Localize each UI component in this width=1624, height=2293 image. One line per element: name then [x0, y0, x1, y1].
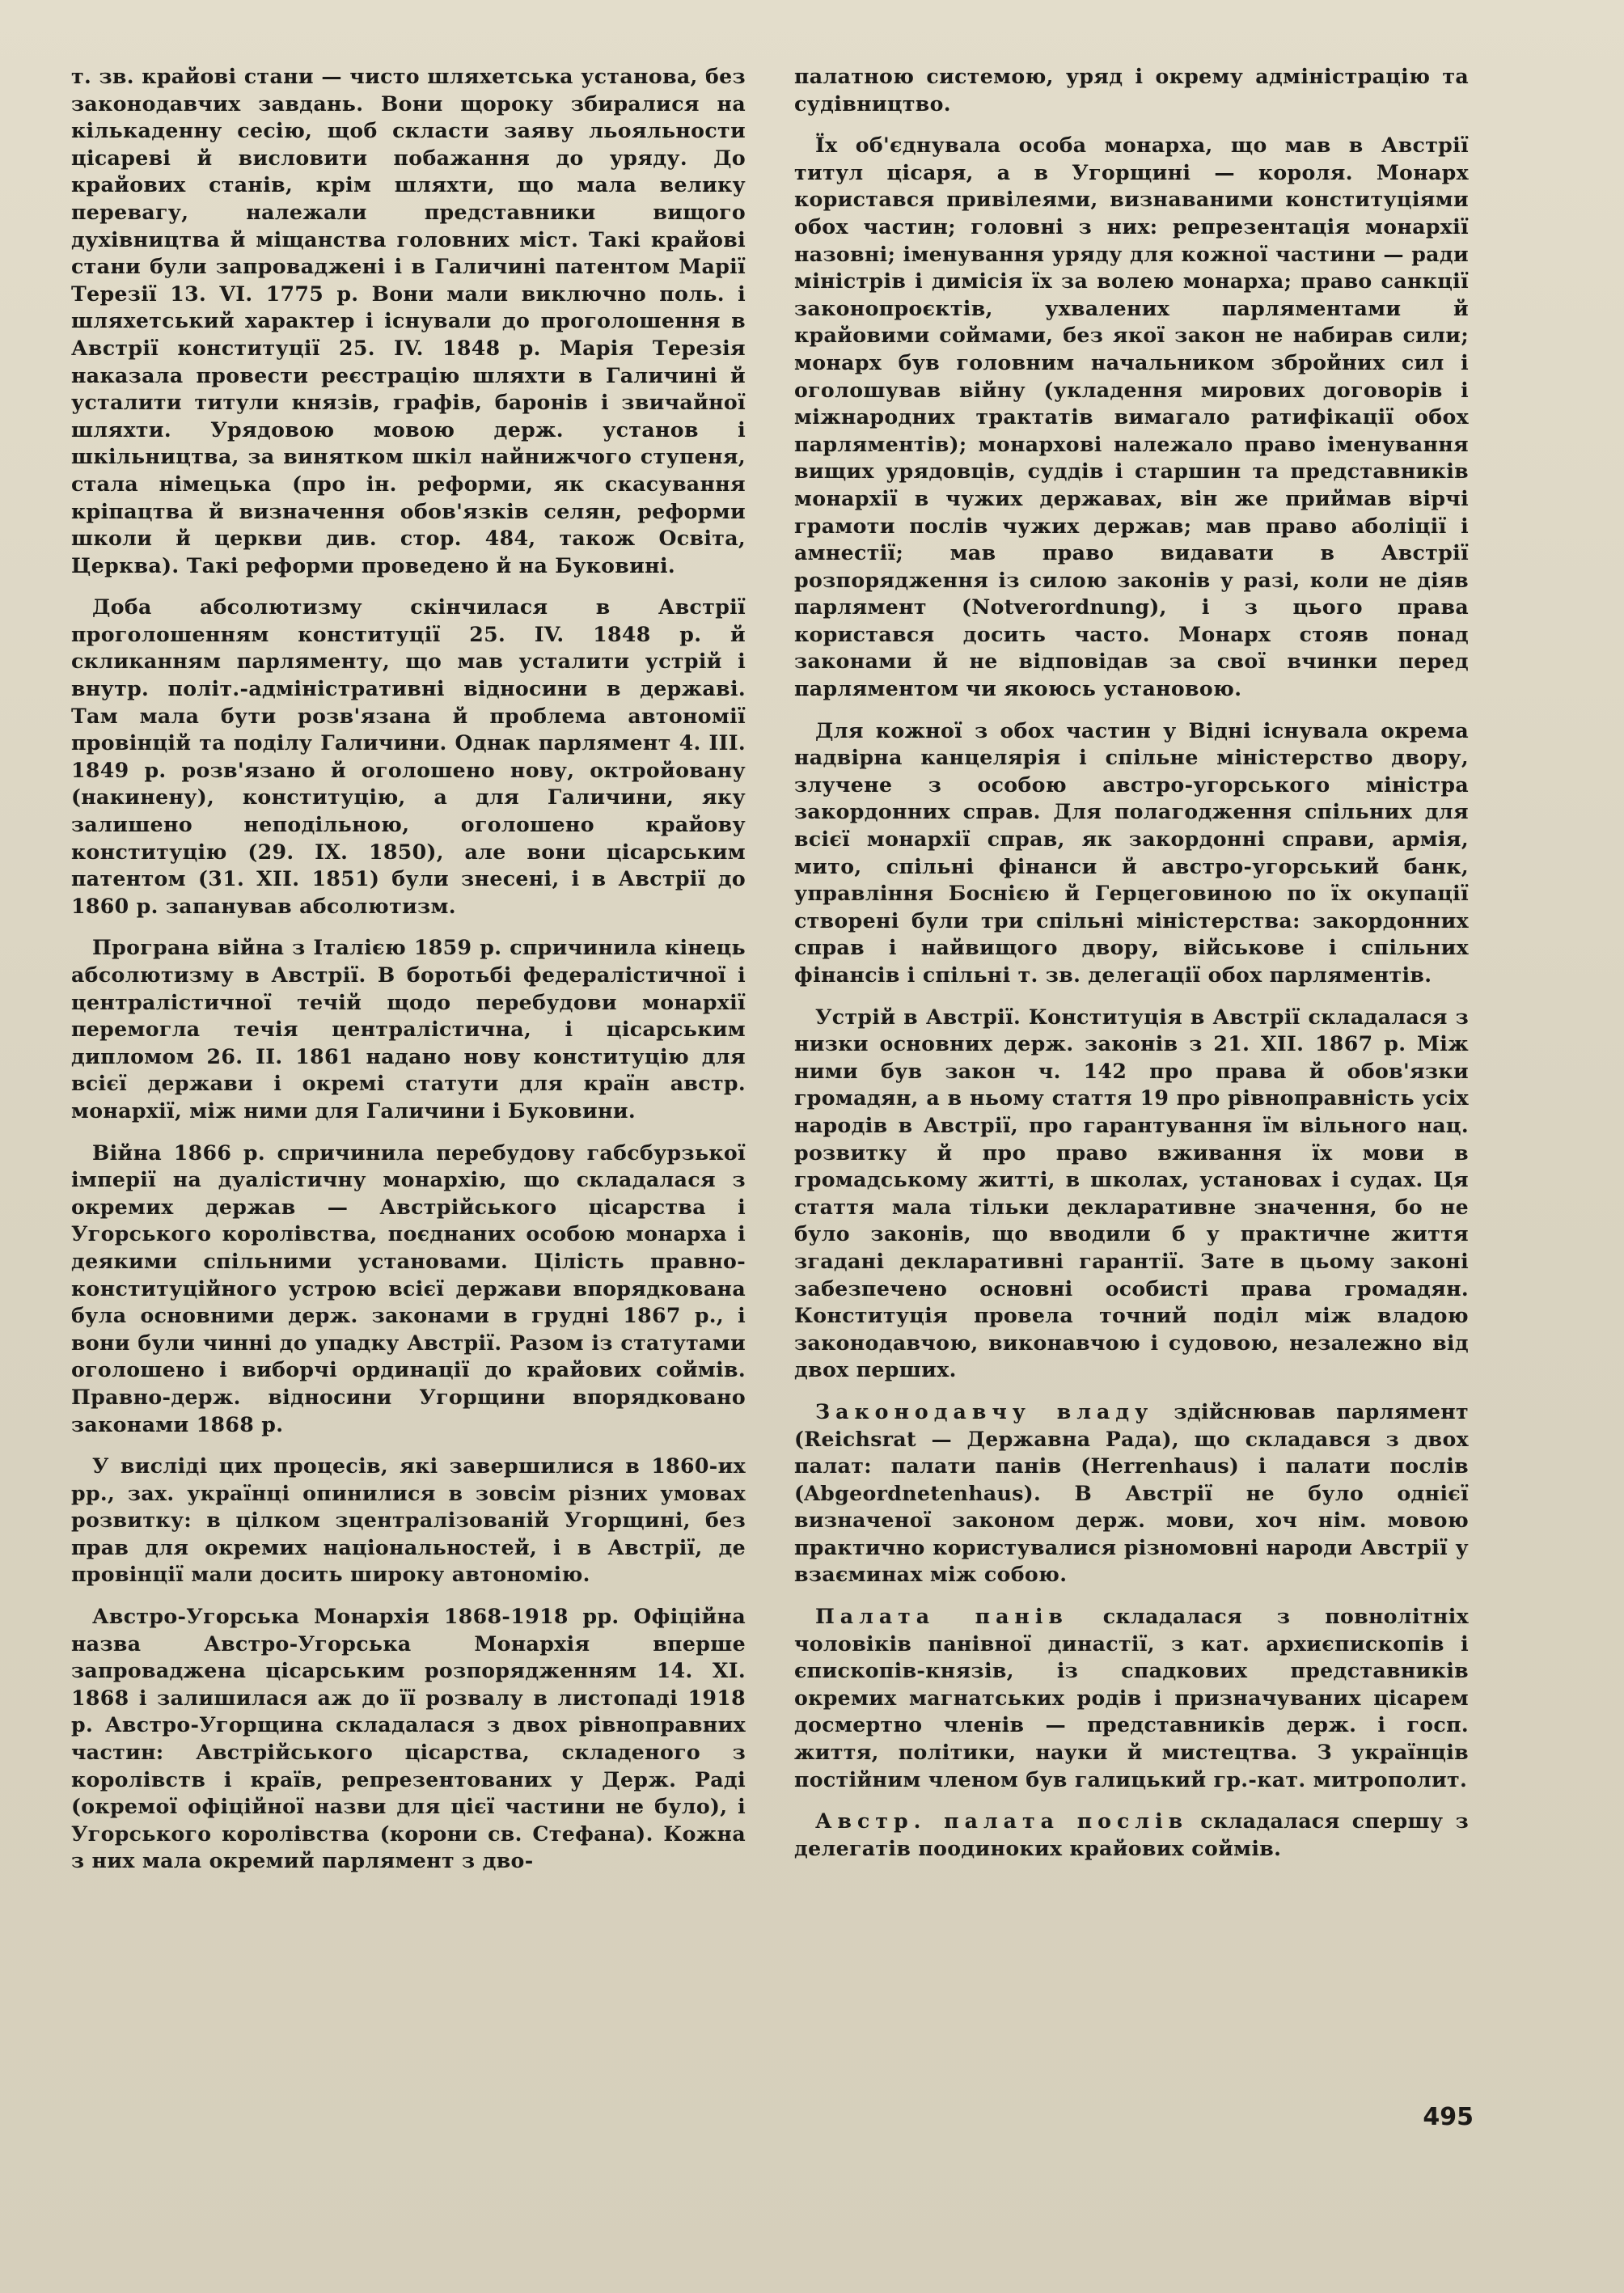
- paragraph: [794, 1808, 1469, 1862]
- paragraph: [794, 1398, 1469, 1589]
- paragraph: [794, 1603, 1469, 1793]
- paragraph-text: Конституція в Австрії складалася з низки основних держ. законів з 21. XII. 1867 р. Між ними був закон ч. 142 про права й обов'язки громадян, а в ньому стаття 19 про рівноправність усіх народів в Австрії, про гарантування їм вільного нац. розвитку й про право вживання їх мови в громадському житті, в школах, установах і судах. Ця стаття мала тільки декларативне значення, бо не було законів, що вводили б у практичне життя згадані декларативні гарантії. Зате в цьому законі забезпечено основні особисті права громадян. Конституція провела точний поділ між владою законодавчою, виконавчою і судовою, незалежно від двох перших.: [794, 1004, 1469, 1382]
- paragraph: т. зв. крайові стани — чисто шляхетська установа, без законодавчих завдань. Вони щорoку збиралися на кількаденну сесію, щоб скласти заяву льояльности цісареві й висловити побажання до уряду. До крайових станів, крім шляхти, що мала велику перевагу, належали представники вищого духівництва й міщанства головних міст. Такі крайові стани були запроваджені і в Галичині патентом Марії Терезії 13. VI. 1775 р. Вони мали виключно поль. і шляхетський характер і існували до проголошення в Австрії конституції 25. IV. 1848 р. Марія Терезія наказала провести реєстрацію шляхти в Галичині й усталити титули князів, графів, баронів і звичайної шляхти. Урядовою мовою держ. установ і шкільництва, за винятком шкіл найнижчого ступеня, стала німецька (про ін. реформи, як скасування кріпацтва й визначення обов'язків селян, реформи школи й церкви див. стор. 484, також Освіта, Церква). Такі реформи проведено й на Буковині.: [71, 64, 746, 577]
- paragraph-text: складалася з повнолітніх чоловіків панівної династії, з кат. архиєпископів і єпископів-князів, із спадкових представників окремих магнатських родів і призначуваних цісарем досмертно членів — представників держ. і госп. життя, політики, науки й мистецтва. З українців постійним членом був галицький гр.-кат. митрополит.: [794, 1604, 1469, 1792]
- paragraph: Для кожної з обох частин у Відні існувала окрема надвірна канцелярія і спільне міністерство двору, злучене з особою австро-угорського міністра закордонних справ. Для полагодження спільних для всієї монархії справ, як закордонні справи, армія, мито, спільні фінанси й австро-угорський банк, управління Боснією й Герцеговиною по їх окупації створені були три спільні міністерства: закордонних справ і найвищого двору, військове і спільних фінансів і спільні т. зв. делегації обох парляментів.: [794, 717, 1469, 987]
- paragraph: Програна війна з Італією 1859 р. спричинила кінець абсолютизму в Австрії. В боротьбі федералістичної і централістичної течій щодо перебудови монархії перемогла течія централістична, і цісарським дипломом 26. II. 1861 надано нову конституцію для всієї держави і окремі статути для країн австр. монархії, між ними для Галичини і Буковини.: [71, 935, 746, 1123]
- paragraph: Доба абсолютизму скінчилася в Австрії проголошенням конституції 25. IV. 1848 р. й скликанням парляменту, що мав усталити устрій і внутр. політ.-адміністративні відносини в державі. Там мала бути розв'язана й проблема автономії провінцій та поділу Галичини. Однак парлямент 4. III. 1849 р. розв'язано й оголошено нову, октройовану (накинену), конституцію, а для Галичини, яку залишено неподільною, оголошено крайову конституцію (29. IX. 1850), але вони цісарським патентом (31. XII. 1851) були знесені, і в Австрії до 1860 р. запанував абсолютизм.: [71, 594, 746, 918]
- paragraph: палатною системою, уряд і окрему адміністрацію та судівництво.: [794, 64, 1469, 116]
- paragraph: У висліді цих процесів, які завершилися в 1860-их рр., зах. українці опинилися в зовсім різних умовах розвитку: в цілком зцентралізованій Угорщині, без прав для окремих національностей, і в Австрії, де провінції мали досить широку автономію.: [71, 1453, 746, 1587]
- spaced-term: Законодавчу владу: [815, 1398, 1154, 1424]
- paragraph: [71, 1603, 746, 1875]
- paragraph-text: Офіційна назва Австро-Угорська Монархія вперше запроваджена цісарським розпорядженням 14. XI. 1868 і залишилася аж до її розвалу в листопаді 1918 р. Австро-Угорщина складалася з двох рівноправних частин: Австрійського цісарства, складеного з королівств і країв, репрезентованих у Держ. Раді (окремої офіційної назви для цієї частини не було), і Угорського королівства (корони св. Стефана). Кожна з них мала окремий парлямент з дво-: [71, 1604, 746, 1873]
- spaced-term: Палата панів: [815, 1604, 1068, 1629]
- right-column: [794, 63, 1469, 1876]
- left-column: [71, 63, 746, 1889]
- spaced-term: Австр. палата послів: [815, 1809, 1189, 1834]
- paragraph: [794, 1004, 1469, 1384]
- page-number: 495: [1423, 2103, 1474, 2131]
- paragraph-text: складалася спершу з делегатів поодиноких крайових соймів.: [794, 1809, 1469, 1860]
- paragraph: Їх об'єднувала особа монарха, що мав в Австрії титул цісаря, а в Угорщині — короля. Монарх користався привілеями, визнаваними конституціями обох частин; головні з них: репрезентація монархії назовні; іменування уряду для кожної частини — ради міністрів і димісія їх за волею монарха; право санкції законопроєктів, ухвалених парляментами й крайовими соймами, без якої закон не набирав сили; монарх був головним начальником збройних сил і оголошував війну (укладення мирових договорів і міжнародних трактатів вимагало ратифікації обох парляментів); монархові належало право іменування вищих урядовців, суддів і старшин та представників монархії в чужих державах, він же приймав вірчі грамоти послів чужих держав; мав право аболіції і амнестії; мав право видавати в Австрії розпорядження із силою законів у разі, коли не діяв парлямент (Notverordnung), і з цього права користався досить часто. Монарх стояв понад законами й не відповідав за свої вчинки перед парляментом чи якоюсь установою.: [794, 133, 1469, 701]
- paragraph-text: здійснював парлямент (Reichsrat — Державна Рада), що складався з двох палат: палати панів (Herrenhaus) і палати послів (Abgeordnetenhaus). В Австрії не було однієї визначеної законом держ. мови, хоч нім. мовою практично користувалися різномовні народи Австрії у взаєминах між собою.: [794, 1398, 1470, 1587]
- section-heading: Устрій в Австрії.: [815, 1004, 1021, 1029]
- section-heading: Австро-Угорська Монархія 1868-1918 рр.: [92, 1604, 620, 1629]
- paragraph: Війна 1866 р. спричинила перебудову габсбурзької імперії на дуалістичну монархію, що складалася з окремих держав — Австрійського цісарства і Угорського королівства, поєднаних особою монарха і деякими спільними установами. Цілість правно-конституційного устрою всієї держави впорядкована була основними держ. законами в грудні 1867 р., і вони були чинні до упадку Австрії. Разом із статутами оголошено і виборчі ординації до крайових соймів. Правно-держ. відносини Угорщини впорядковано законами 1868 р.: [71, 1140, 746, 1436]
